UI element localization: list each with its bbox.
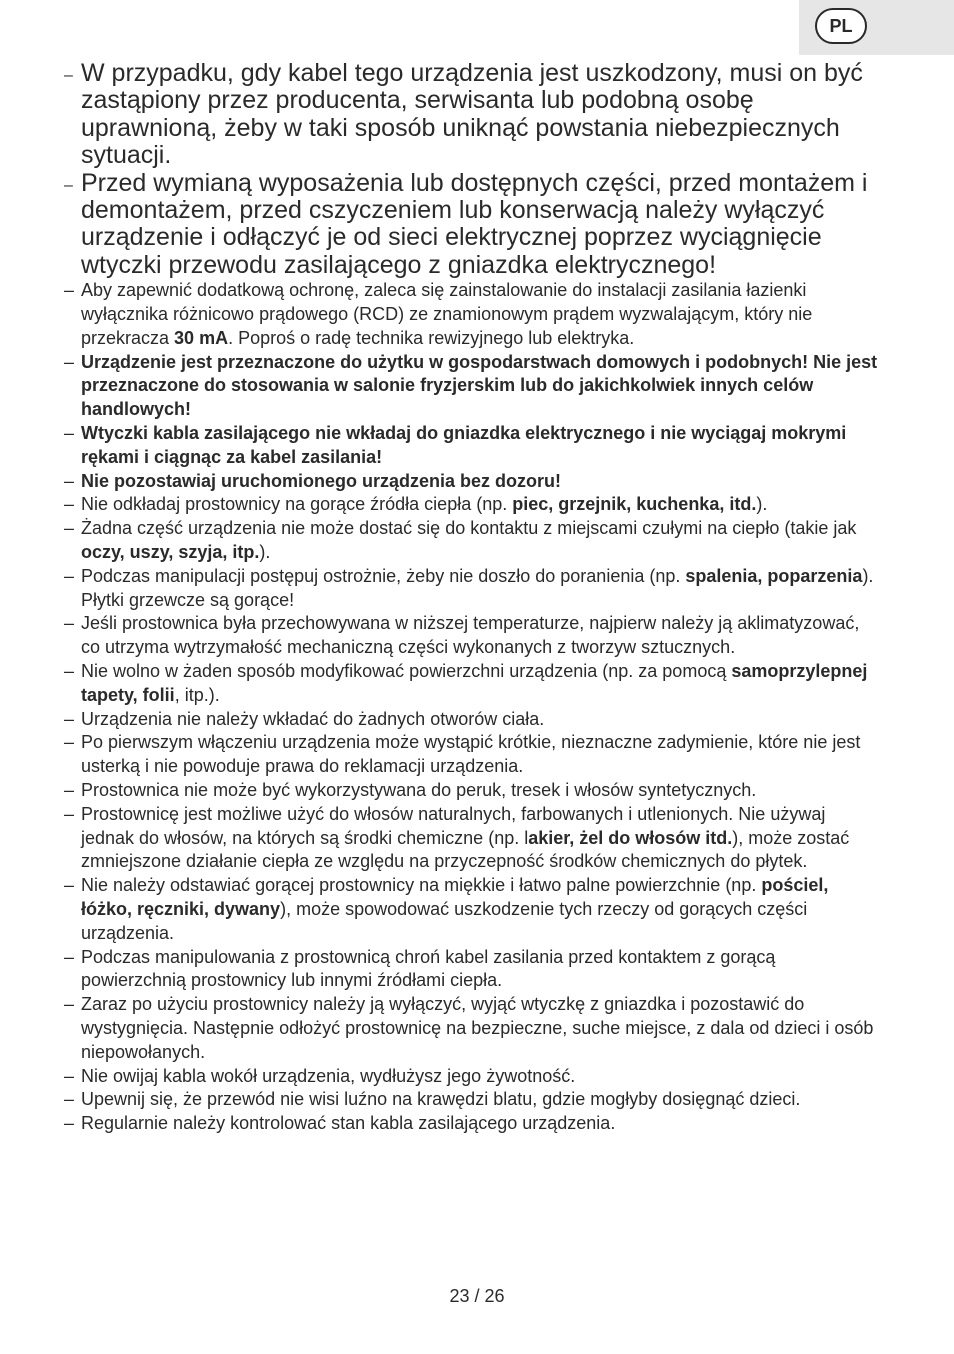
bold-text: akier, żel do włosów itd.	[528, 827, 733, 848]
text-segment: Jeśli prostownica była przechowywana w niższej temperaturze, najpierw należy ją aklimatyzować, co utrzyma wytrzymałość mechaniczną części wykonanych z tworzyw sztucznych.	[81, 613, 860, 658]
dash-bullet: –	[64, 176, 73, 194]
list-item	[60, 60, 880, 170]
text-segment: Prostownicę jest możliwe użyć do włosów naturalnych, farbowanych i utlenionych. Nie używaj jednak do włosów, na których są środki chemiczne (np. l	[81, 803, 826, 848]
dash-bullet: –	[64, 875, 75, 896]
list-item-text	[81, 709, 544, 729]
text-segment: Zaraz po użyciu prostownicy należy ją wyłączyć, wyjąć wtyczkę z gniazdka i pozostawić do wystygnięcia. Następnie odłożyć prostownicę na bezpieczne, suche miejsce, z dala od dzieci i osób niepowołanych.	[81, 994, 874, 1062]
text-segment: Nie należy odstawiać gorącej prostownicy na miękkie i łatwo palne powierzchnie (np.	[81, 875, 762, 896]
dash-bullet: –	[64, 351, 75, 372]
list-item-text: Przed wymianą wyposażenia lub dostępnych części, przed montażem i demontażem, przed cszyczeniem lub konserwacją należy wyłączyć urządzenie i odłączyć je od sieci elektrycznej poprzez wyciągnięcie wtyczki przewodu zasilającego z gniazdka elektrycznego!	[81, 168, 868, 279]
text-segment: Upewnij się, że przewód nie wisi luźno na krawędzi blatu, gdzie mogłyby dosięgnąć dzieci.	[81, 1089, 801, 1110]
list-item-text	[81, 661, 867, 705]
bold-text: samoprzylepnej tapety, folii	[81, 661, 868, 705]
text-segment: Prostownica nie może być wykorzystywana do peruk, tresek i włosów syntetycznych.	[81, 779, 757, 800]
text-segment: ). Płytki grzewcze są gorące!	[81, 565, 874, 610]
language-badge: PL	[815, 8, 867, 44]
dash-bullet: –	[64, 779, 75, 800]
text-segment: ).	[259, 542, 271, 563]
list-item-text	[81, 423, 846, 467]
text-segment: Żadna część urządzenia nie może dostać się do kontaktu z miejscami czułymi na ciepło (takie jak	[81, 518, 857, 539]
list-item	[60, 660, 880, 708]
dash-bullet: –	[64, 423, 75, 444]
bold-text: Nie pozostawiaj uruchomionego urządzenia bez dozoru!	[81, 470, 562, 491]
dash-bullet: –	[64, 708, 75, 729]
text-segment: . Poproś o radę technika rewizyjnego lub elektryka.	[228, 327, 635, 348]
list-item-text	[81, 280, 812, 348]
list-item	[60, 279, 880, 350]
list-item-text	[81, 875, 828, 943]
list-item	[60, 1088, 880, 1112]
dash-bullet: –	[64, 1113, 75, 1134]
page-number: 23 / 26	[449, 1286, 505, 1306]
dash-bullet: –	[64, 946, 75, 967]
dash-bullet: –	[64, 565, 75, 586]
dash-bullet: –	[64, 1089, 75, 1110]
text-segment: , itp.).	[174, 684, 220, 705]
dash-bullet: –	[64, 518, 75, 539]
list-item	[60, 565, 880, 613]
text-segment: Po pierwszym włączeniu urządzenia może wystąpić krótkie, nieznaczne zadymienie, które nie jest usterką i nie powoduje prawa do reklamacji urządzenia.	[81, 732, 861, 777]
dash-bullet: –	[64, 1065, 75, 1086]
list-item	[60, 731, 880, 779]
dash-bullet: –	[64, 470, 75, 491]
text-segment: Podczas manipulowania z prostownicą chroń kabel zasilania przed kontaktem z gorącą powierzchnią prostownicy lub innymi źródłami ciepła.	[81, 946, 776, 991]
bold-text: Urządzenie jest przeznaczone do użytku w gospodarstwach domowych i podobnych! Nie jest przeznaczone do stosowania w salonie fryzjerskim lub do jakichkolwiek innych celów handlowych!	[81, 351, 878, 420]
list-item	[60, 874, 880, 945]
text-segment: Nie wolno w żaden sposób modyfikować powierzchni urządzenia (np. za pomocą	[81, 661, 732, 681]
bold-text: oczy, uszy, szyja, itp.	[81, 542, 260, 563]
list-item	[60, 779, 880, 803]
list-item-text	[81, 780, 756, 800]
text-segment: ), może spowodować uszkodzenie tych rzeczy od gorących części urządzenia.	[81, 898, 808, 943]
dash-bullet: –	[64, 613, 75, 634]
bold-text: spalenia, poparzenia	[685, 565, 863, 586]
text-segment: Aby zapewnić dodatkową ochronę, zaleca się zainstalowanie do instalacji zasilania łazienki wyłącznika różnicowo prądowego (RCD) ze znamionowym prądem wyzwalającym, który nie przekracza	[81, 280, 813, 348]
list-item-text	[81, 518, 856, 562]
list-item-text	[81, 471, 561, 491]
dash-bullet: –	[64, 661, 75, 681]
text-segment: Podczas manipulacji postępuj ostrożnie, żeby nie doszło do poranienia (np.	[81, 565, 686, 586]
text-segment: Urządzenia nie należy wkładać do żadnych otworów ciała.	[81, 708, 545, 729]
text-segment: ).	[756, 494, 768, 515]
list-item	[60, 351, 880, 422]
list-item-text	[81, 613, 859, 657]
list-item	[60, 803, 880, 874]
dash-bullet: –	[64, 67, 73, 84]
text-segment: Nie owijaj kabla wokół urządzenia, wydłużysz jego żywotność.	[81, 1065, 576, 1086]
small-items-container	[60, 279, 880, 1136]
dash-bullet: –	[64, 494, 75, 515]
list-item	[60, 170, 880, 280]
text-segment: Regularnie należy kontrolować stan kabla zasilającego urządzenia.	[81, 1113, 616, 1134]
list-item-text	[81, 494, 767, 514]
language-tab	[799, 0, 954, 55]
list-item	[60, 517, 880, 565]
list-item	[60, 612, 880, 660]
list-item-text	[81, 947, 775, 991]
dash-bullet: –	[64, 803, 75, 824]
text-segment: Nie odkładaj prostownicy na gorące źródła ciepła (np.	[81, 494, 513, 515]
list-item	[60, 493, 880, 517]
list-item-text	[81, 566, 873, 610]
list-item-text	[81, 994, 873, 1062]
bold-text: 30 mA	[174, 327, 229, 348]
dash-bullet: –	[64, 280, 75, 301]
list-item-text	[81, 1113, 615, 1133]
text-segment: ), może zostać zmniejszone działanie ciepła ze względu na przyczepność środków chemicznych do płytek.	[81, 827, 850, 872]
list-item-text	[81, 1089, 800, 1109]
list-item-text	[81, 804, 849, 872]
dash-bullet: –	[64, 994, 75, 1015]
list-item	[60, 422, 880, 470]
list-item	[60, 946, 880, 994]
list-item	[60, 993, 880, 1064]
list-item-text	[81, 1066, 575, 1086]
list-item	[60, 1112, 880, 1136]
list-item-text: W przypadku, gdy kabel tego urządzenia jest uszkodzony, musi on być zastąpiony przez producenta, serwisanta lub podobną osobę uprawnioną, żeby w taki sposób uniknąć powstania niebezpiecznych sytuacji.	[81, 59, 863, 170]
list-item-text	[81, 352, 877, 420]
bold-text: pościel, łóżko, ręczniki, dywany	[81, 875, 829, 919]
list-item	[60, 1065, 880, 1089]
list-item-text	[81, 732, 860, 776]
bold-text: Wtyczki kabla zasilającego nie wkładaj do gniazdka elektrycznego i nie wyciągaj mokrymi rękami i ciągnąc za kabel zasilania!	[81, 423, 847, 467]
dash-bullet: –	[64, 732, 75, 753]
bold-text: piec, grzejnik, kuchenka, itd.	[512, 494, 757, 515]
list-item	[60, 708, 880, 732]
safety-instructions-list	[60, 60, 880, 1136]
list-item	[60, 470, 880, 494]
